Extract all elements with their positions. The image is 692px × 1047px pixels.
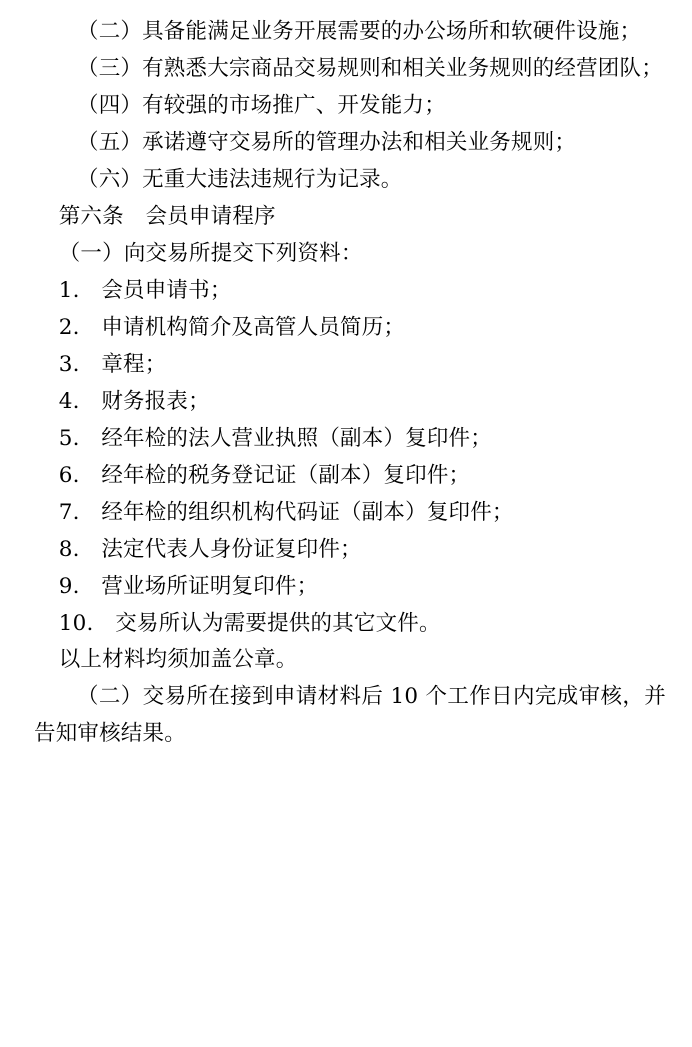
list-item-9: 9. 营业场所证明复印件；: [58, 573, 319, 599]
list-item-6: 6. 经年检的税务登记证（副本）复印件；: [58, 462, 471, 488]
paragraph-item-2: （二）具备能满足业务开展需要的办公场所和软硬件设施；: [77, 19, 642, 44]
list-item-2: 2. 申请机构简介及高管人员简历；: [58, 314, 406, 340]
list-item-7: 7. 经年检的组织机构代码证（副本）复印件；: [58, 499, 514, 525]
list-item-1: 1. 会员申请书；: [58, 277, 232, 303]
paragraph-item-3: （三）有熟悉大宗商品交易规则和相关业务规则的经营团队；: [77, 55, 663, 81]
article-6-item-1: （一）向交易所提交下列资料：: [58, 240, 363, 266]
list-item-8: 8. 法定代表人身份证复印件；: [58, 536, 362, 562]
list-item-5: 5. 经年检的法人营业执照（副本）复印件；: [58, 425, 492, 451]
document-body: [34, 14, 666, 753]
article-6-item-2: （二）交易所在接到申请材料后 10 个工作日内完成审核，并告知审核结果。: [34, 684, 666, 747]
paragraph-item-5: （五）承诺遵守交易所的管理办法和相关业务规则；: [77, 129, 577, 155]
article-6-heading: 第六条 会员申请程序: [58, 203, 276, 229]
paragraph-item-6: （六）无重大违法违规行为记录。: [77, 166, 403, 192]
list-item-10: 10. 交易所认为需要提供的其它文件。: [58, 610, 441, 636]
list-item-4: 4. 财务报表；: [58, 388, 210, 414]
list-item-3: 3. 章程；: [58, 351, 167, 377]
note-seal: 以上材料均须加盖公章。: [58, 647, 298, 673]
paragraph-item-4: （四）有较强的市场推广、开发能力；: [77, 92, 446, 118]
